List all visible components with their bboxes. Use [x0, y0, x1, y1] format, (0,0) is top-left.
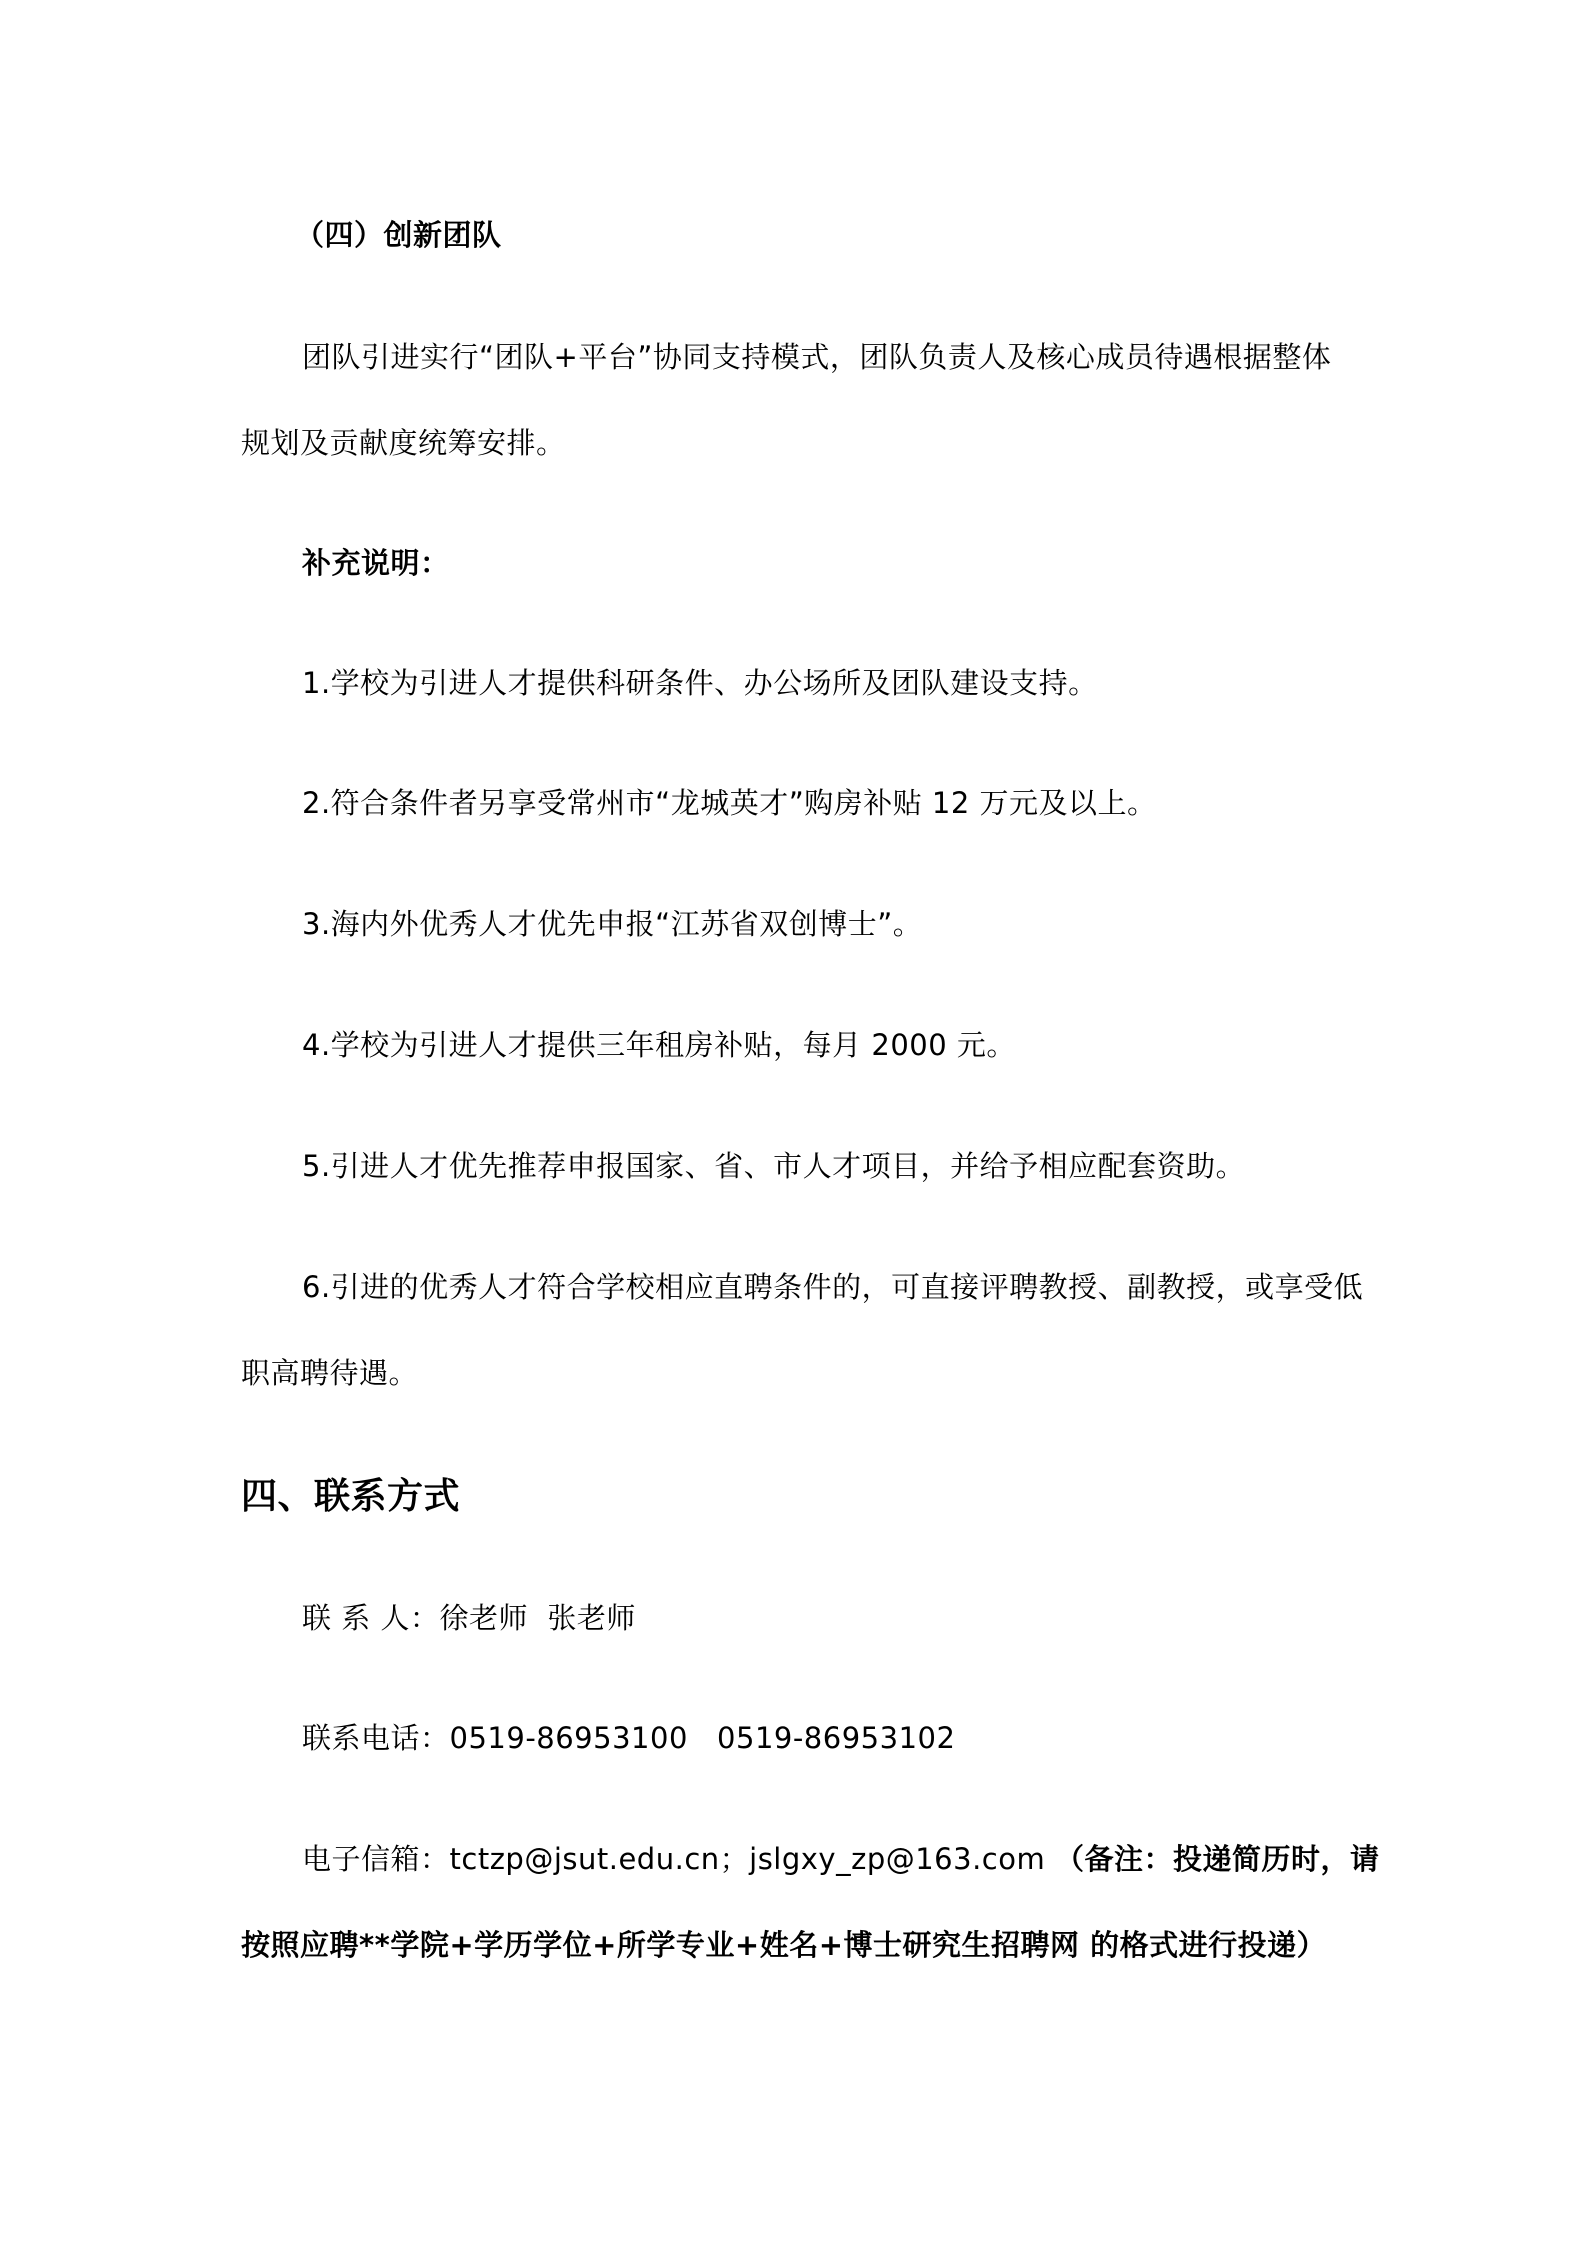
contact-phone-label: 联系电话：	[302, 1721, 450, 1755]
contact-email-value[interactable]: tctzp@jsut.edu.cn；jslgxy_zp@163.com	[449, 1842, 1055, 1876]
supplement-heading: 补充说明：	[302, 546, 450, 580]
team-paragraph-line2: 规划及贡献度统筹安排。	[241, 426, 566, 460]
submission-note-line2: 按照应聘**学院+学历学位+所学专业+姓名+博士研究生招聘网 的格式进行投递）	[241, 1928, 1327, 1962]
supplement-item-5: 5.引进人才优先推荐申报国家、省、市人才项目，并给予相应配套资助。	[302, 1149, 1246, 1183]
contact-person-row	[302, 1598, 1357, 1638]
submission-note-line1: （备注：投递简历时，请	[1054, 1842, 1380, 1876]
contact-phone-value: 0519-86953100 0519-86953102	[449, 1721, 956, 1755]
contact-phone-row	[302, 1718, 1357, 1758]
contact-person-label: 联 系 人：	[302, 1601, 440, 1635]
contact-email-row	[302, 1839, 1380, 1879]
subsection-heading-innovation-team: （四）创新团队	[295, 218, 502, 252]
contact-person-value: 徐老师 张老师	[439, 1601, 636, 1635]
supplement-item-4: 4.学校为引进人才提供三年租房补贴，每月 2000 元。	[302, 1028, 1016, 1062]
supplement-item-3: 3.海内外优秀人才优先申报“江苏省双创博士”。	[302, 907, 923, 941]
supplement-item-6-line2: 职高聘待遇。	[241, 1356, 419, 1390]
contact-heading: 四、联系方式	[241, 1476, 461, 1517]
supplement-item-2: 2.符合条件者另享受常州市“龙城英才”购房补贴 12 万元及以上。	[302, 786, 1157, 820]
contact-email-label: 电子信箱：	[302, 1842, 450, 1876]
supplement-item-1: 1.学校为引进人才提供科研条件、办公场所及团队建设支持。	[302, 666, 1098, 700]
team-paragraph-line1: 团队引进实行“团队+平台”协同支持模式，团队负责人及核心成员待遇根据整体	[302, 340, 1332, 374]
supplement-item-6: 6.引进的优秀人才符合学校相应直聘条件的，可直接评聘教授、副教授，或享受低	[302, 1270, 1364, 1304]
